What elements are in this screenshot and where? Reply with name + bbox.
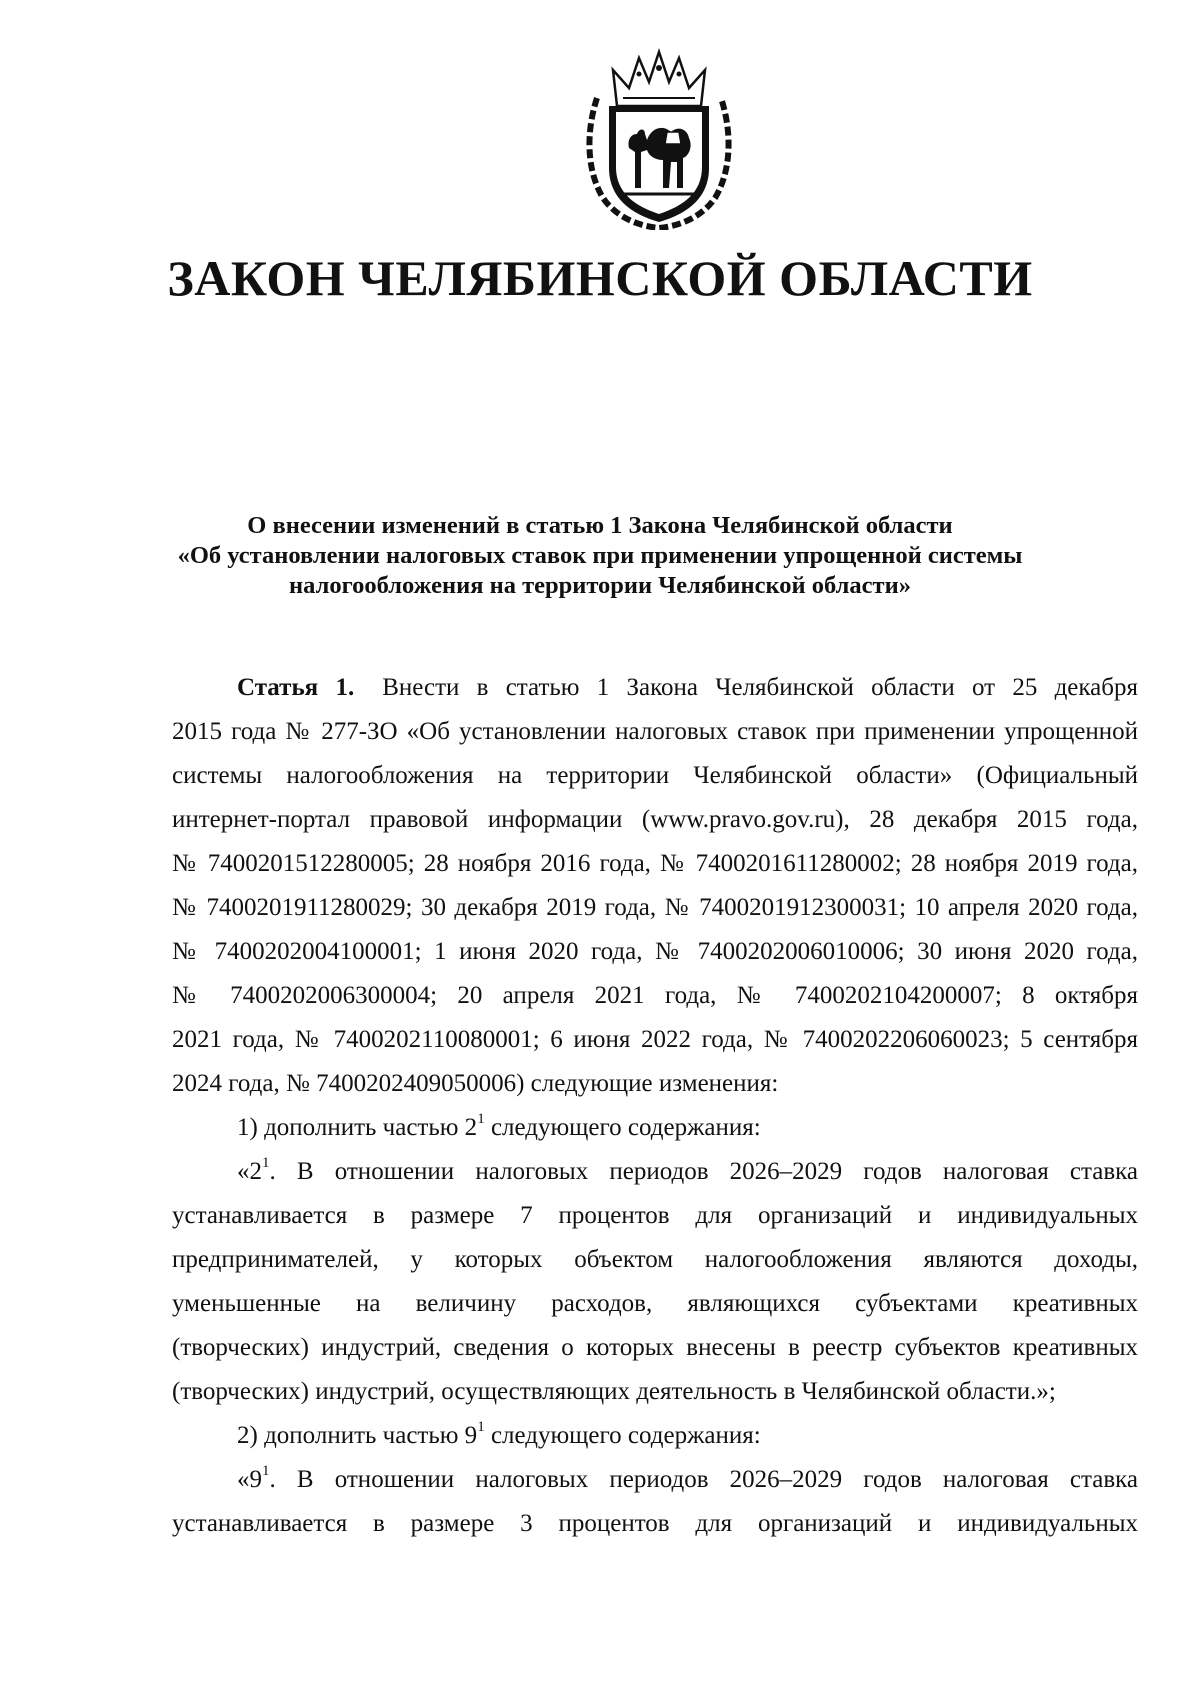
subtitle-line: «Об установлении налоговых ставок при применении упрощенной системы [177,542,1023,569]
text-line: интернет-портал правовой информации (www.pravo.gov.ru), 28 декабря 2015 года, [172,806,1138,833]
text-line: № 7400201512280005; 28 ноября 2016 года, № 7400201611280002; 28 ноября 2019 года, [172,850,1138,877]
article-label: Статья 1. [237,674,355,701]
text-line: уменьшенные на величину расходов, являющихся субъектами креативных [172,1290,1138,1317]
article-first-line [172,666,1138,710]
quote-2-first-line: «$9^1$. В отношении налоговых периодов 2026–2029 годов налоговая ставка [237,1462,1138,1493]
text-line: устанавливается в размере 3 процентов для организаций и индивидуальных [172,1510,1138,1537]
text-line: предпринимателей, у которых объектом налогообложения являются доходы, [172,1246,1138,1273]
text-line: (творческих) индустрий, сведения о которых внесены в реестр субъектов креативных [172,1334,1138,1361]
text-line: Внести в статью 1 Закона Челябинской области от 25 декабря [382,674,1138,701]
law-title: ЗАКОН ЧЕЛЯБИНСКОЙ ОБЛАСТИ [167,250,1033,306]
subtitle-line: О внесении изменений в статью 1 Закона Челябинской области [247,512,953,539]
text-line: устанавливается в размере 7 процентов для организаций и индивидуальных [172,1202,1138,1229]
text-line: № 7400202006300004; 20 апреля 2021 года, № 7400202104200007; 8 октября [172,982,1138,1009]
text-line: (творческих) индустрий, осуществляющих деятельность в Челябинской области.»; [172,1378,1056,1405]
item-1: 1) дополнить частью $2^1$ следующего содержания: [237,1110,761,1141]
text-line: 2015 года № 277-ЗО «Об установлении налоговых ставок при применении упрощенной [172,718,1138,745]
text-line: системы налогообложения на территории Челябинской области» (Официальный [172,762,1138,789]
text-line: 2024 года, № 7400202409050006) следующие изменения: [172,1070,779,1097]
quote-1-first-line: «$2^1$. В отношении налоговых периодов 2026–2029 годов налоговая ставка [237,1154,1138,1185]
text-line: 2021 года, № 7400202110080001; 6 июня 2022 года, № 7400202206060023; 5 сентября [172,1026,1138,1053]
document-body [172,666,1138,1546]
item-2: 2) дополнить частью $9^1$ следующего содержания: [237,1418,761,1449]
text-line: № 7400201911280029; 30 декабря 2019 года, № 7400201912300031; 10 апреля 2020 года, [172,894,1138,921]
law-subtitle [140,511,1060,601]
coat-of-arms-emblem [583,48,735,230]
subtitle-line: налогообложения на территории Челябинской области» [289,572,911,599]
text-line: № 7400202004100001; 1 июня 2020 года, № 7400202006010006; 30 июня 2020 года, [172,938,1138,965]
